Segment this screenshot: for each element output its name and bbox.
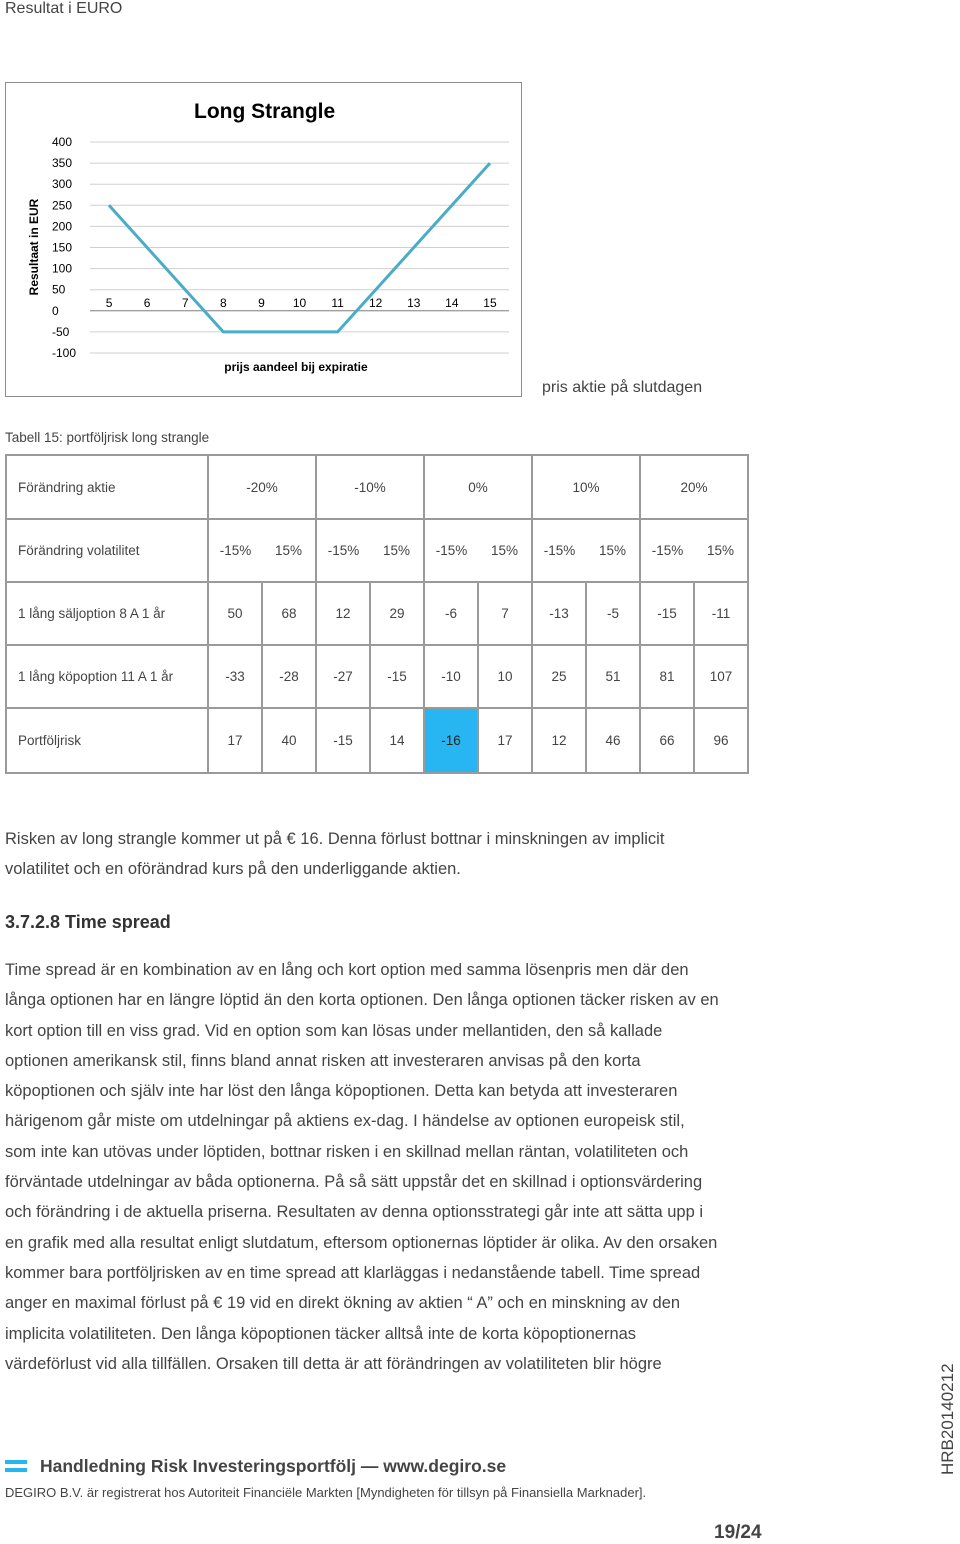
chart-outer-xlabel: pris aktie på slutdagen <box>542 379 702 397</box>
table-cell: 66 <box>640 708 694 773</box>
table-row-label: 1 lång säljoption 8 A 1 år <box>6 582 208 645</box>
table-cell: 107 <box>694 645 748 708</box>
paragraph-line: som inte kan utövas under löptiden, bottnar risken i en skillnad mellan räntan, volatiliteten och <box>5 1137 719 1167</box>
y-tick-label: 150 <box>52 241 72 255</box>
table-cell: 10 <box>478 645 532 708</box>
side-code <box>938 1360 960 1480</box>
x-tick-label: 5 <box>106 296 113 310</box>
table-header-row <box>6 455 748 519</box>
paragraph-line: kort option till en viss grad. Vid en option som kan lösas under mellantiden, den så kallade <box>5 1016 719 1046</box>
chart-container <box>5 82 522 397</box>
section-heading: 3.7.2.8 Time spread <box>5 912 171 933</box>
y-axis-title: Resultaat in EUR <box>27 198 41 295</box>
table-cell-highlighted: -16 <box>424 708 478 773</box>
paragraph-line: härigenom går miste om utdelningar på aktiens ex-dag. I händelse av optionen europeisk stil, <box>5 1106 719 1136</box>
table-cell: -15% <box>532 519 586 582</box>
side-code-text: HRB20140212 <box>938 1363 958 1475</box>
y-tick-label: -50 <box>52 325 70 339</box>
table-cell: -15 <box>640 582 694 645</box>
table-cell: 15% <box>586 519 640 582</box>
paragraph-line: implicita volatiliteten. Den långa köpoptionen täcker alltså inte de korta köpoptionernas <box>5 1319 719 1349</box>
paragraph-line: värdeförlust vid alla tillfällen. Orsaken till detta är att förändringen av volatiliteten blir högre <box>5 1349 719 1379</box>
y-tick-label: 400 <box>52 135 72 149</box>
paragraph-line: volatilitet och en oförändrad kurs på den underliggande aktien. <box>5 854 664 884</box>
paragraph-line: långa optionen har en längre löptid än den korta optionen. Den långa optionen täcker risken av en <box>5 985 719 1015</box>
table-cell: 7 <box>478 582 532 645</box>
table-row-label: Förändring volatilitet <box>6 519 208 582</box>
table-cell: 12 <box>316 582 370 645</box>
table-cell: 12 <box>532 708 586 773</box>
table-cell: -6 <box>424 582 478 645</box>
x-tick-label: 10 <box>293 296 307 310</box>
paragraph-line: anger en maximal förlust på € 19 vid en direkt ökning av aktien “ A” och en minskning av den <box>5 1288 719 1318</box>
y-tick-label: 250 <box>52 198 72 212</box>
table-cell: 50 <box>208 582 262 645</box>
table-cell: 40 <box>262 708 316 773</box>
table-cell: -15 <box>316 708 370 773</box>
table-cell: -28 <box>262 645 316 708</box>
y-tick-label: 100 <box>52 262 72 276</box>
table-cell: 96 <box>694 708 748 773</box>
table-cell: 15% <box>370 519 424 582</box>
table-cell: -33 <box>208 645 262 708</box>
y-tick-label: 350 <box>52 156 72 170</box>
table-row <box>6 519 748 582</box>
table-caption: Tabell 15: portföljrisk long strangle <box>5 430 209 445</box>
table-cell: 15% <box>694 519 748 582</box>
table-cell: 29 <box>370 582 424 645</box>
table-cell: -27 <box>316 645 370 708</box>
table-header-cell: 20% <box>640 455 748 519</box>
paragraph-line: förväntade utdelningar av båda optionerna. På så sätt uppstår det en skillnad i optionsvärdering <box>5 1167 719 1197</box>
table-cell: -15% <box>208 519 262 582</box>
table-header-cell: -20% <box>208 455 316 519</box>
table-cell: 51 <box>586 645 640 708</box>
table-row <box>6 582 748 645</box>
table-row-total <box>6 708 748 773</box>
x-tick-label: 12 <box>369 296 383 310</box>
table-cell: 25 <box>532 645 586 708</box>
paragraph-line: köpoptionen och själv inte har löst den långa köpoptionen. Detta kan betyda att investeraren <box>5 1076 719 1106</box>
table-cell: 15% <box>262 519 316 582</box>
y-tick-label: 200 <box>52 219 72 233</box>
body-paragraph <box>5 955 719 1379</box>
x-tick-label: 13 <box>407 296 421 310</box>
table-cell: -10 <box>424 645 478 708</box>
table-cell: -15% <box>640 519 694 582</box>
table-cell: 46 <box>586 708 640 773</box>
table-cell: -15% <box>424 519 478 582</box>
paragraph-line: en grafik med alla resultat enligt slutdatum, eftersom optionernas löptider är olika. Av den orsaken <box>5 1228 719 1258</box>
page-number: 19/24 <box>714 1522 762 1544</box>
x-tick-label: 6 <box>144 296 151 310</box>
table-cell: -13 <box>532 582 586 645</box>
footer-title: Handledning Risk Investeringsportfölj — www.degiro.se <box>40 1456 506 1477</box>
paragraph-line: och förändring i de aktuella priserna. Resultaten av denna optionsstrategi går inte att sätta upp i <box>5 1197 719 1227</box>
x-tick-label: 15 <box>483 296 497 310</box>
table-row-label: 1 lång köpoption 11 A 1 år <box>6 645 208 708</box>
table-cell: -11 <box>694 582 748 645</box>
table-row-label: Portföljrisk <box>6 708 208 773</box>
paragraph-line: kommer bara portföljrisken av en time spread att klarläggas i nedanstående tabell. Time spread <box>5 1258 719 1288</box>
x-tick-label: 8 <box>220 296 227 310</box>
table-row <box>6 645 748 708</box>
x-tick-label: 7 <box>182 296 189 310</box>
y-tick-label: 50 <box>52 283 66 297</box>
table-cell: -15 <box>370 645 424 708</box>
chart-title: Long Strangle <box>194 100 335 123</box>
paragraph-line: Time spread är en kombination av en lång och kort option med samma lösenpris men där den <box>5 955 719 985</box>
table-cell: 17 <box>478 708 532 773</box>
x-axis-title: prijs aandeel bij expiratie <box>224 360 368 374</box>
table-cell: 81 <box>640 645 694 708</box>
portfolio-risk-table <box>5 454 749 774</box>
y-tick-label: 300 <box>52 177 72 191</box>
table-cell: 14 <box>370 708 424 773</box>
section-title: Resultat i EURO <box>5 0 122 18</box>
x-tick-label: 14 <box>445 296 459 310</box>
y-tick-label: -100 <box>52 346 76 360</box>
table-cell: 17 <box>208 708 262 773</box>
x-tick-label: 11 <box>331 296 344 310</box>
x-tick-label: 9 <box>258 296 265 310</box>
table-cell: -5 <box>586 582 640 645</box>
long-strangle-chart <box>6 83 523 398</box>
table-row-label: Förändring aktie <box>6 455 208 519</box>
table-header-cell: 10% <box>532 455 640 519</box>
table-cell: 68 <box>262 582 316 645</box>
table-header-cell: 0% <box>424 455 532 519</box>
table-cell: 15% <box>478 519 532 582</box>
degiro-logo-icon <box>5 1460 27 1474</box>
paragraph-line: optionen amerikansk stil, finns bland annat risken att investeraren anvisas på den korta <box>5 1046 719 1076</box>
table-header-cell: -10% <box>316 455 424 519</box>
y-tick-label: 0 <box>52 304 59 318</box>
footer-legal: DEGIRO B.V. är registrerat hos Autoriteit Financiële Markten [Myndigheten för tillsyn på Finansiella Marknader]. <box>5 1485 646 1500</box>
paragraph-line: Risken av long strangle kommer ut på € 16. Denna förlust bottnar i minskningen av implicit <box>5 824 664 854</box>
risk-paragraph <box>5 824 664 885</box>
table-cell: -15% <box>316 519 370 582</box>
